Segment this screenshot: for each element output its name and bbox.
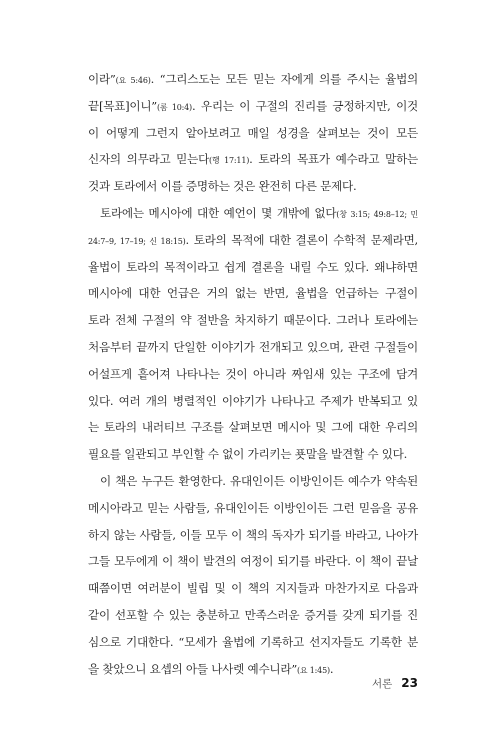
scripture-reference: (요 1:45) [297, 665, 330, 675]
text-line [88, 200, 418, 227]
text-run: 있다. 여러 개의 병렬적인 이야기가 나타나고 주제가 반복되고 있 [88, 393, 418, 408]
text-run: 때쯤이면 여러분이 빌립 및 이 책의 지지들과 마찬가지로 다음과 [88, 581, 418, 596]
text-run: 필요를 일관되고 부인할 수 없이 가리키는 푯말을 발견할 수 있다. [88, 447, 408, 462]
text-line [88, 522, 418, 549]
scripture-reference: (행 17:11) [209, 156, 250, 166]
scripture-reference: 24:7–9, 17–19; 신 18:15) [88, 236, 186, 246]
text-run: 신자의 의무라고 믿는다 [88, 152, 210, 167]
text-run: 메시아라고 믿는 사람들, 유대인이든 이방인이든 그런 믿음을 공유 [88, 500, 418, 515]
text-line [88, 468, 418, 495]
text-line [88, 146, 418, 173]
paragraph [88, 66, 418, 200]
running-footer-section: 서론 [372, 678, 393, 690]
text-run: . “그리스도는 모든 믿는 자에게 의를 주시는 율법의 [150, 72, 418, 86]
text-run: 토라에는 메시아에 대한 예언이 몇 개밖에 없다 [100, 205, 337, 220]
text-run: 이라” [88, 72, 116, 86]
text-line [88, 66, 418, 93]
text-line [88, 414, 418, 441]
text-run: . 토라의 목적에 대한 결론이 수학적 문제라면, [185, 232, 418, 247]
text-line [88, 280, 418, 307]
text-run: 것과 토라에서 이를 증명하는 것은 완전히 다른 문제다. [88, 179, 357, 194]
text-run: . 우리는 이 구절의 진리를 긍정하지만, 이것 [191, 98, 418, 113]
text-line [88, 361, 418, 388]
text-line [88, 388, 418, 415]
text-line [88, 334, 418, 361]
text-line [88, 602, 418, 629]
text-line [88, 254, 418, 281]
scripture-reference: (요 5:46) [115, 76, 151, 85]
text-line [88, 656, 418, 683]
text-line [88, 307, 418, 334]
text-run: 을 찾았으니 요셉의 아들 나사렛 예수니라” [88, 661, 297, 676]
text-run: 이 어떻게 그런지 알아보려고 매일 성경을 살펴보는 것이 모든 [88, 125, 418, 140]
text-run: 심으로 기대한다. “모세가 율법에 기록하고 선지자들도 기록한 분 [88, 634, 418, 649]
text-run: . [329, 661, 334, 676]
text-line [88, 120, 418, 147]
text-line [88, 227, 418, 254]
paragraph [88, 468, 418, 682]
text-run: 같이 선포할 수 있는 충분하고 만족스러운 증거를 갖게 되기를 진 [88, 607, 418, 622]
text-run: 어설프게 흩어져 나타나는 것이 아니라 짜임새 있는 구조에 담겨 [88, 366, 418, 381]
page-footer [372, 676, 418, 691]
text-line [88, 495, 418, 522]
text-line [88, 629, 418, 656]
text-line [88, 93, 418, 120]
text-run: 이 책은 누구든 환영한다. 유대인이든 이방인이든 예수가 약속된 [100, 473, 418, 488]
text-line [88, 173, 418, 200]
text-run: 끝[목표]이니” [88, 98, 157, 113]
text-run: 는 토라의 내러티브 구조를 살펴보면 메시아 및 그에 대한 우리의 [88, 420, 418, 435]
text-run: 메시아에 대한 언급은 거의 없는 반면, 율법을 언급하는 구절이 [88, 286, 418, 301]
text-line [88, 441, 418, 468]
text-run: 율법이 토라의 목적이라고 쉽게 결론을 내릴 수도 있다. 왜냐하면 [88, 259, 418, 274]
scripture-reference: (창 3:15; 49:8–12; 민 [336, 209, 418, 219]
page-number: 23 [401, 676, 418, 690]
body-text [88, 66, 418, 682]
paragraph [88, 200, 418, 468]
text-line [88, 575, 418, 602]
text-run: 토라 전체 구절의 약 절반을 차지하기 때문이다. 그러나 토라에는 [88, 313, 418, 328]
text-run: . 토라의 목표가 예수라고 말하는 [249, 152, 418, 167]
text-run: 처음부터 끝까지 단일한 이야기가 전개되고 있으며, 관련 구절들이 [88, 339, 418, 354]
text-run: 그들 모두에게 이 책이 발견의 여정이 되기를 바란다. 이 책이 끝날 [88, 554, 418, 569]
text-line [88, 548, 418, 575]
text-run: 하지 않는 사람들, 이들 모두 이 책의 독자가 되기를 바라고, 나아가 [88, 527, 418, 542]
scripture-reference: (롬 10:4) [156, 102, 192, 112]
